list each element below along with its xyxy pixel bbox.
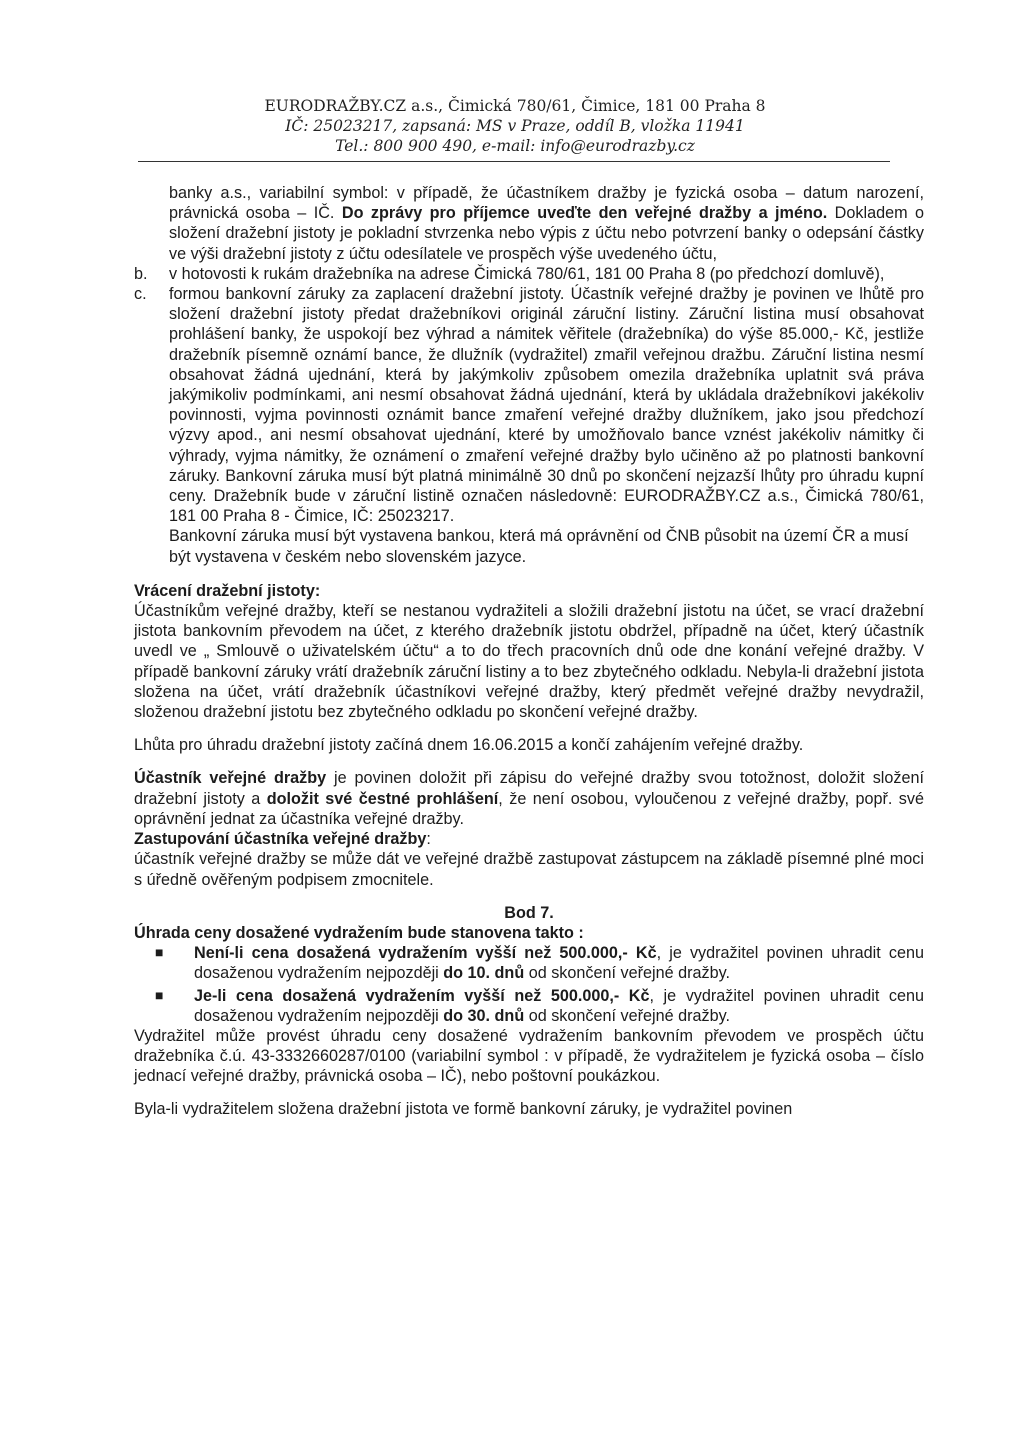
section-text-zastupovani: účastník veřejné dražby se může dát ve veřejné dražbě zastupovat zástupcem na základě písemné plné moci s úředně ověřeným podpisem zmocnitele. — [134, 850, 924, 889]
section-heading-zastupovani: Zastupování účastníka veřejné dražby: — [134, 830, 431, 849]
bullet-square-icon: ■ — [155, 986, 164, 1003]
list-item-a-continued: banky a.s., variabilní symbol: v případě, že účastníkem dražby je fyzická osoba – datum narození, právnická osoba – IČ. Do zprávy pro příjemce uveďte den veřejné dražby a jméno. Dokladem o složení dražební jistoty je pokladní stvrzenka nebo výpis z účtu nebo potvrzení banky o odepsání částky ve výši dražební jistoty z účtu odesílatele ve prospěch výše uvedeného účtu, — [169, 184, 925, 263]
list-item-b: b. v hotovosti k rukám dražebníka na adrese Čimická 780/61, 181 00 Praha 8 (po předchozí domluvě), — [134, 264, 885, 283]
letterhead-contact: Tel.: 800 900 490, e-mail: info@eurodrazby.cz — [335, 137, 695, 155]
paragraph-lhuta: Lhůta pro úhradu dražební jistoty začíná dnem 16.06.2015 a končí zahájením veřejné dražby. — [134, 736, 804, 755]
list-marker-b: b. — [134, 264, 148, 283]
paragraph-last: Byla-li vydražitelem složena dražební jistota ve formě bankovní záruky, je vydražitel povinen — [134, 1099, 793, 1118]
bullet-square-icon: ■ — [155, 944, 164, 961]
letterhead-divider — [138, 161, 890, 162]
document-body — [134, 183, 924, 1119]
letterhead-registration: IČ: 25023217, zapsaná: MS v Praze, oddíl B, vložka 11941 — [285, 117, 745, 135]
section-text-vraceni: Účastníkům veřejné dražby, kteří se nestanou vydražiteli a složili dražební jistotu na účet, se vrací dražební jistota bankovním převodem na účet, z kterého dražebník jistotu obdržel, případně na účet, který účastník uvedl ve „ Smlouvě o uživatelském účtu“ a to do třech pracovních dnů ode dne konání veřejné dražby. V případě bankovní záruky vrátí dražebník záruční listiny a to bez zbytečného odkladu. Nebyla-li dražební jistota složena na účet, vrátí dražebník účastníkovi veřejné dražby, který předmět veřejné dražby nevydražil, složenou dražební jistotu bez zbytečného odkladu po skončení veřejné dražby. — [134, 602, 924, 722]
section-heading-vraceni: Vrácení dražební jistoty: — [134, 581, 321, 600]
paragraph-ucastnik: Účastník veřejné dražby je povinen doložit při zápisu do veřejné dražby svou totožnost, doložit složení dražební jistoty a doložit své čestné prohlášení, že není osobou, vyloučenou z veřejné dražby, popř. své oprávnění jednat za účastníka veřejné dražby. — [134, 769, 924, 828]
list-marker-c: c. — [134, 285, 147, 304]
bod-7-heading: Úhrada ceny dosažené vydražením bude stanovena takto : — [134, 923, 584, 942]
paragraph-payment: Vydražitel může provést úhradu ceny dosažené vydražením bankovním převodem ve prospěch účtu dražebníka č.ú. 43-3332660287/0100 (variabilní symbol : v případě, že vydražitelem je fyzická osoba – číslo jednací veřejné dražby, právnická osoba – IČ), nebo poštovní poukázkou. — [134, 1026, 924, 1086]
bullet-item: ■ Je-li cena dosažená vydražením vyšší než 500.000,- Kč, je vydražitel povinen uhradit cenu dosaženou vydražením nejpozději do 30. dnů od skončení veřejné dražby. — [155, 986, 924, 1025]
list-item-c-note: Bankovní záruka musí být vystavena bankou, která má oprávnění od ČNB působit na území ČR a musí být vystavena v českém nebo slovenském jazyce. — [169, 527, 909, 566]
list-item-c: c. formou bankovní záruky za zaplacení dražební jistoty. Účastník veřejné dražby je povinen ve lhůtě pro složení dražební jistoty předat dražebníkovi originál záruční listiny. Záruční listina musí obsahovat prohlášení banky, že uspokojí bez výhrad a námitek věřitele (dražebníka) do výše 85.000,- Kč, jestliže dražebník písemně oznámí bance, že dlužník (vydražitel) zmařil veřejnou dražbu. Záruční listina nesmí obsahovat žádná ujednání, která by jakýmkoliv způsobem omezila dražebníka uplatnit svá práva jakýmikoliv podmínkami, ani nesmí obsahovat žádná ujednání, která by ukládala dražebníkovi jakékoliv povinnosti, vyjma povinnosti oznámit bance zmaření veřejné dražby dlužníkem, jako jsou předchozí výzvy apod., ani nesmí obsahovat ujednání, které by umožňovalo bance vznést jakékoliv námitky či výhrady, vyjma námitky, že oznámení o zmaření veřejné dražby bylo učiněno až po platnosti bankovní záruky. Bankovní záruka musí být platná minimálně 30 dnů po skončení nejzazší lhůty pro úhradu kupní ceny. Dražebník bude v záruční listině označen následovně: EURODRAŽBY.CZ a.s., Čimická 780/61, 181 00 Praha 8 - Čimice, IČ: 25023217. — [134, 285, 924, 526]
letterhead-company: EURODRAŽBY.CZ a.s., Čimická 780/61, Čimice, 181 00 Praha 8 — [264, 97, 766, 115]
bullet-item: ■ Není-li cena dosažená vydražením vyšší než 500.000,- Kč, je vydražitel povinen uhradit cenu dosaženou vydražením nejpozději do 10. dnů od skončení veřejné dražby. — [155, 944, 924, 983]
bod-7-title: Bod 7. — [504, 903, 554, 922]
letterhead — [138, 96, 892, 156]
